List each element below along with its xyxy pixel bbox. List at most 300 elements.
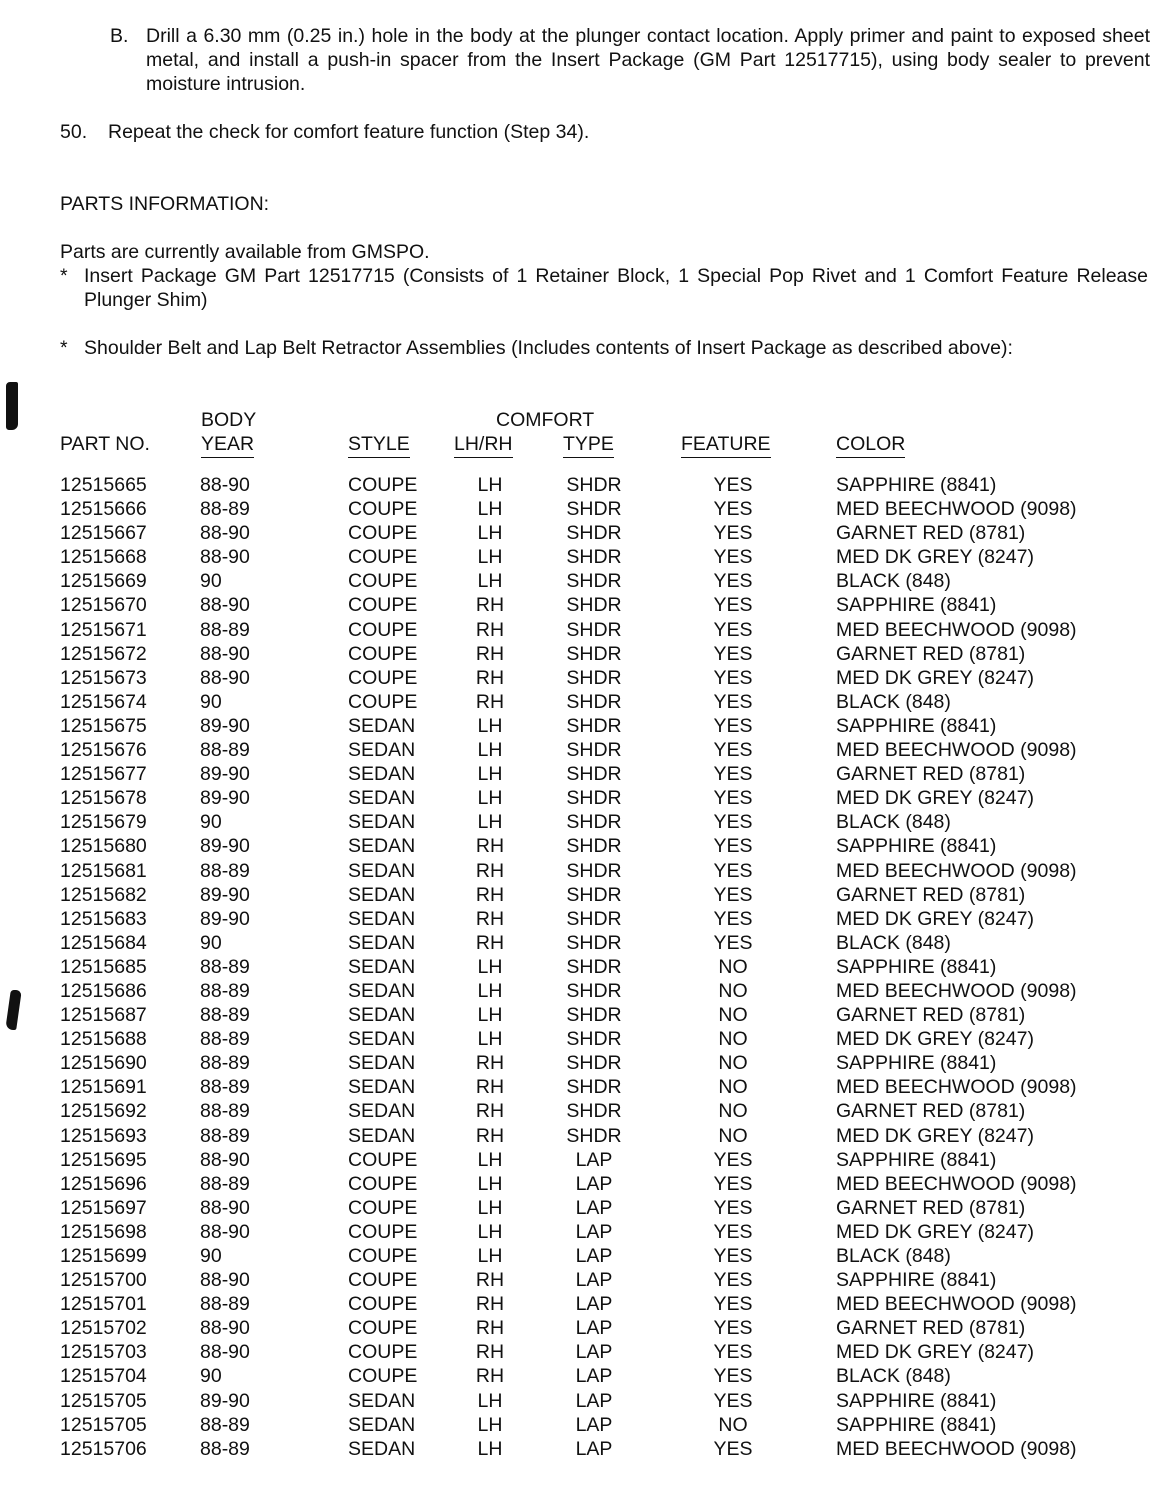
bullet-text: Insert Package GM Part 12517715 (Consists of 1 Retainer Block, 1 Special Pop Rivet and 1 Comfort Feature Release Plunger Shim) [84, 265, 1148, 311]
cell-type: SHDR [566, 787, 622, 810]
cell-comfort-feature: YES [713, 1269, 753, 1292]
cell-body-year: 89-90 [200, 714, 250, 737]
cell-part-no: 12515704 [60, 1365, 147, 1388]
table-row [0, 1220, 1168, 1244]
cell-lh-rh: RH [475, 594, 505, 617]
header-body: BODY [201, 409, 257, 431]
cell-part-no: 12515670 [60, 594, 147, 617]
cell-type: LAP [575, 1172, 613, 1195]
cell-part-no: 12515682 [60, 883, 147, 906]
cell-lh-rh: LH [477, 763, 503, 786]
cell-type: LAP [575, 1245, 613, 1267]
cell-part-no: 12515696 [60, 1172, 147, 1195]
cell-comfort-feature: YES [713, 546, 753, 569]
cell-style: SEDAN [348, 955, 416, 978]
cell-type: SHDR [566, 931, 622, 954]
table-row [0, 569, 1168, 593]
cell-style: COUPE [348, 1293, 418, 1316]
cell-part-no: 12515705 [60, 1413, 147, 1436]
cell-color: MED BEECHWOOD (9098) [836, 859, 1077, 882]
cell-style: SEDAN [348, 787, 416, 810]
bullet-text: Shoulder Belt and Lap Belt Retractor Assemblies (Includes contents of Insert Package as described above): [84, 337, 1013, 359]
cell-type: LAP [575, 1341, 613, 1364]
header-color: COLOR [836, 432, 905, 458]
cell-style: SEDAN [348, 1437, 416, 1460]
cell-color: SAPPHIRE (8841) [836, 1269, 997, 1292]
cell-comfort-feature: YES [713, 474, 753, 496]
cell-color: MED BEECHWOOD (9098) [836, 1293, 1077, 1316]
header-type: TYPE [563, 432, 614, 458]
cell-type: LAP [575, 1293, 613, 1316]
cell-part-no: 12515683 [60, 907, 147, 930]
cell-body-year: 88-90 [200, 522, 250, 545]
cell-style: SEDAN [348, 907, 416, 930]
cell-color: GARNET RED (8781) [836, 763, 1026, 786]
cell-lh-rh: RH [475, 690, 505, 713]
cell-style: SEDAN [348, 1028, 416, 1051]
cell-body-year: 90 [200, 570, 222, 593]
cell-comfort-feature: YES [713, 907, 753, 930]
cell-color: GARNET RED (8781) [836, 1317, 1026, 1340]
cell-comfort-feature: YES [713, 1196, 753, 1219]
cell-type: SHDR [566, 618, 622, 641]
cell-type: SHDR [566, 474, 622, 496]
cell-lh-rh: RH [475, 618, 505, 641]
cell-lh-rh: RH [475, 907, 505, 930]
cell-color: SAPPHIRE (8841) [836, 594, 997, 617]
cell-lh-rh: LH [477, 714, 503, 737]
cell-lh-rh: LH [477, 1028, 503, 1051]
cell-body-year: 88-90 [200, 1148, 250, 1171]
cell-type: SHDR [566, 739, 622, 762]
cell-style: COUPE [348, 1269, 418, 1292]
cell-style: SEDAN [348, 739, 416, 762]
cell-part-no: 12515686 [60, 979, 147, 1002]
cell-part-no: 12515701 [60, 1293, 147, 1316]
table-row [0, 666, 1168, 690]
table-row [0, 931, 1168, 955]
cell-type: SHDR [566, 763, 622, 786]
cell-lh-rh: LH [477, 1437, 503, 1460]
cell-comfort-feature: YES [713, 763, 753, 786]
cell-type: SHDR [566, 666, 622, 689]
cell-body-year: 89-90 [200, 1389, 250, 1412]
cell-style: SEDAN [348, 1076, 416, 1099]
cell-type: SHDR [566, 979, 622, 1002]
cell-color: MED BEECHWOOD (9098) [836, 979, 1077, 1002]
cell-lh-rh: LH [477, 811, 503, 834]
table-row [0, 1292, 1168, 1316]
cell-lh-rh: LH [477, 522, 503, 545]
cell-part-no: 12515678 [60, 787, 147, 810]
cell-style: COUPE [348, 618, 418, 641]
cell-style: COUPE [348, 690, 418, 713]
cell-body-year: 88-89 [200, 739, 250, 762]
table-row [0, 1268, 1168, 1292]
step-b-label: B. [110, 25, 129, 47]
cell-lh-rh: RH [475, 666, 505, 689]
cell-lh-rh: LH [477, 739, 503, 762]
cell-comfort-feature: YES [713, 1220, 753, 1243]
table-row [0, 1340, 1168, 1364]
cell-comfort-feature: YES [713, 1317, 753, 1340]
cell-body-year: 88-89 [200, 1100, 250, 1123]
cell-lh-rh: RH [475, 1341, 505, 1364]
step-b-text: Drill a 6.30 mm (0.25 in.) hole in the body at the plunger contact location. Apply primer and paint to exposed sheet metal, and install a push-in spacer from the Insert Package (GM Part 12517715), using body sealer to prevent moisture intrusion. [146, 25, 1150, 95]
cell-lh-rh: LH [477, 474, 503, 496]
cell-lh-rh: RH [475, 1100, 505, 1123]
cell-style: COUPE [348, 1245, 418, 1267]
instruction-step-50 [60, 120, 960, 144]
cell-color: MED BEECHWOOD (9098) [836, 618, 1077, 641]
cell-part-no: 12515699 [60, 1245, 147, 1267]
cell-style: COUPE [348, 546, 418, 569]
table-row [0, 1316, 1168, 1340]
cell-color: GARNET RED (8781) [836, 1004, 1026, 1027]
cell-comfort-feature: NO [718, 1124, 748, 1147]
cell-style: SEDAN [348, 859, 416, 882]
cell-lh-rh: LH [477, 955, 503, 978]
cell-color: SAPPHIRE (8841) [836, 714, 997, 737]
cell-style: COUPE [348, 1172, 418, 1195]
cell-part-no: 12515676 [60, 739, 147, 762]
cell-part-no: 12515675 [60, 714, 147, 737]
cell-comfort-feature: NO [718, 1052, 748, 1075]
cell-lh-rh: LH [477, 1389, 503, 1412]
cell-color: MED BEECHWOOD (9098) [836, 498, 1077, 521]
header-style: STYLE [348, 432, 410, 458]
cell-color: GARNET RED (8781) [836, 883, 1026, 906]
cell-type: SHDR [566, 1052, 622, 1075]
cell-color: MED DK GREY (8247) [836, 1220, 1034, 1243]
header-part-no: PART NO. [60, 433, 150, 455]
cell-part-no: 12515691 [60, 1076, 147, 1099]
cell-style: COUPE [348, 1341, 418, 1364]
table-row [0, 473, 1168, 497]
cell-comfort-feature: NO [718, 1076, 748, 1099]
table-header [0, 408, 1168, 464]
cell-lh-rh: RH [475, 1365, 505, 1388]
cell-type: SHDR [566, 570, 622, 593]
cell-part-no: 12515680 [60, 835, 147, 858]
cell-style: SEDAN [348, 979, 416, 1002]
cell-style: COUPE [348, 1317, 418, 1340]
cell-body-year: 90 [200, 811, 222, 834]
cell-part-no: 12515685 [60, 955, 147, 978]
cell-comfort-feature: YES [713, 570, 753, 593]
cell-color: BLACK (848) [836, 1245, 951, 1267]
cell-lh-rh: LH [477, 1245, 503, 1267]
cell-body-year: 88-90 [200, 1269, 250, 1292]
cell-body-year: 89-90 [200, 835, 250, 858]
cell-body-year: 88-89 [200, 1172, 250, 1195]
cell-part-no: 12515679 [60, 811, 147, 834]
cell-type: LAP [575, 1269, 613, 1292]
cell-color: MED DK GREY (8247) [836, 787, 1034, 810]
table-row [0, 1003, 1168, 1027]
cell-type: SHDR [566, 1076, 622, 1099]
cell-part-no: 12515688 [60, 1028, 147, 1051]
step-50-text: Repeat the check for comfort feature function (Step 34). [108, 121, 590, 143]
bullet-marker: * [60, 337, 68, 359]
cell-style: SEDAN [348, 1413, 416, 1436]
cell-body-year: 88-89 [200, 1124, 250, 1147]
table-row [0, 1075, 1168, 1099]
cell-lh-rh: LH [477, 1004, 503, 1027]
cell-type: LAP [575, 1365, 613, 1388]
cell-part-no: 12515669 [60, 570, 147, 593]
cell-part-no: 12515698 [60, 1220, 147, 1243]
cell-body-year: 89-90 [200, 763, 250, 786]
cell-lh-rh: LH [477, 498, 503, 521]
cell-color: BLACK (848) [836, 1365, 951, 1388]
cell-color: MED BEECHWOOD (9098) [836, 1437, 1077, 1460]
cell-comfort-feature: YES [713, 1389, 753, 1412]
cell-body-year: 88-89 [200, 859, 250, 882]
cell-part-no: 12515684 [60, 931, 147, 954]
table-row [0, 1148, 1168, 1172]
cell-color: SAPPHIRE (8841) [836, 1148, 997, 1171]
cell-comfort-feature: YES [713, 666, 753, 689]
cell-type: SHDR [566, 546, 622, 569]
cell-lh-rh: RH [475, 1124, 505, 1147]
cell-comfort-feature: NO [718, 955, 748, 978]
cell-comfort-feature: YES [713, 1172, 753, 1195]
cell-part-no: 12515687 [60, 1004, 147, 1027]
cell-body-year: 88-89 [200, 1293, 250, 1316]
cell-color: MED BEECHWOOD (9098) [836, 1076, 1077, 1099]
cell-comfort-feature: YES [713, 714, 753, 737]
cell-color: MED DK GREY (8247) [836, 546, 1034, 569]
cell-comfort-feature: YES [713, 498, 753, 521]
table-row [0, 1413, 1168, 1437]
cell-part-no: 12515672 [60, 642, 147, 665]
cell-type: SHDR [566, 859, 622, 882]
cell-color: GARNET RED (8781) [836, 522, 1026, 545]
cell-color: MED DK GREY (8247) [836, 1341, 1034, 1364]
cell-lh-rh: LH [477, 1148, 503, 1171]
cell-comfort-feature: YES [713, 690, 753, 713]
cell-type: SHDR [566, 522, 622, 545]
cell-color: SAPPHIRE (8841) [836, 955, 997, 978]
cell-lh-rh: RH [475, 883, 505, 906]
cell-lh-rh: LH [477, 787, 503, 810]
cell-color: BLACK (848) [836, 690, 951, 713]
header-lh-rh: LH/RH [454, 432, 513, 458]
cell-part-no: 12515703 [60, 1341, 147, 1364]
cell-style: SEDAN [348, 931, 416, 954]
cell-color: BLACK (848) [836, 931, 951, 954]
cell-lh-rh: RH [475, 859, 505, 882]
table-row [0, 955, 1168, 979]
cell-style: COUPE [348, 1365, 418, 1388]
cell-body-year: 88-89 [200, 1437, 250, 1460]
table-row [0, 642, 1168, 666]
cell-type: SHDR [566, 1100, 622, 1123]
cell-part-no: 12515692 [60, 1100, 147, 1123]
cell-body-year: 88-89 [200, 979, 250, 1002]
cell-lh-rh: LH [477, 1413, 503, 1436]
cell-body-year: 88-89 [200, 955, 250, 978]
cell-color: GARNET RED (8781) [836, 642, 1026, 665]
cell-type: SHDR [566, 835, 622, 858]
cell-style: SEDAN [348, 1004, 416, 1027]
cell-color: MED BEECHWOOD (9098) [836, 739, 1077, 762]
cell-lh-rh: RH [475, 835, 505, 858]
cell-type: LAP [575, 1413, 613, 1436]
cell-style: SEDAN [348, 811, 416, 834]
cell-part-no: 12515674 [60, 690, 147, 713]
cell-body-year: 88-89 [200, 1004, 250, 1027]
availability-text: Parts are currently available from GMSPO. [60, 241, 430, 263]
table-row [0, 834, 1168, 858]
table-row [0, 545, 1168, 569]
cell-body-year: 88-89 [200, 1052, 250, 1075]
cell-part-no: 12515665 [60, 474, 147, 496]
cell-body-year: 89-90 [200, 907, 250, 930]
cell-comfort-feature: NO [718, 1028, 748, 1051]
cell-part-no: 12515690 [60, 1052, 147, 1075]
cell-type: SHDR [566, 907, 622, 930]
cell-type: SHDR [566, 883, 622, 906]
step-50-label: 50. [60, 121, 88, 143]
table-row [0, 979, 1168, 1003]
cell-part-no: 12515705 [60, 1389, 147, 1412]
cell-comfort-feature: YES [713, 594, 753, 617]
cell-body-year: 88-89 [200, 1028, 250, 1051]
cell-style: SEDAN [348, 1389, 416, 1412]
cell-type: LAP [575, 1317, 613, 1340]
header-year: YEAR [201, 432, 254, 458]
cell-body-year: 89-90 [200, 883, 250, 906]
cell-body-year: 88-90 [200, 546, 250, 569]
table-row [0, 593, 1168, 617]
cell-type: SHDR [566, 690, 622, 713]
cell-type: LAP [575, 1148, 613, 1171]
cell-comfort-feature: YES [713, 1341, 753, 1364]
cell-style: COUPE [348, 594, 418, 617]
table-row [0, 883, 1168, 907]
cell-type: SHDR [566, 714, 622, 737]
table-row [0, 1172, 1168, 1196]
table-row [0, 1027, 1168, 1051]
cell-comfort-feature: YES [713, 522, 753, 545]
cell-color: MED DK GREY (8247) [836, 907, 1034, 930]
cell-type: LAP [575, 1389, 613, 1412]
cell-body-year: 88-89 [200, 618, 250, 641]
cell-comfort-feature: NO [718, 1100, 748, 1123]
cell-color: BLACK (848) [836, 811, 951, 834]
cell-lh-rh: RH [475, 642, 505, 665]
cell-lh-rh: LH [477, 979, 503, 1002]
cell-comfort-feature: NO [718, 979, 748, 1002]
cell-lh-rh: RH [475, 1052, 505, 1075]
cell-body-year: 88-89 [200, 1413, 250, 1436]
cell-style: COUPE [348, 498, 418, 521]
table-row [0, 714, 1168, 738]
cell-style: SEDAN [348, 1124, 416, 1147]
cell-part-no: 12515695 [60, 1148, 147, 1171]
cell-style: COUPE [348, 474, 418, 496]
cell-color: BLACK (848) [836, 570, 951, 593]
cell-part-no: 12515693 [60, 1124, 147, 1147]
cell-comfort-feature: YES [713, 787, 753, 810]
cell-style: COUPE [348, 666, 418, 689]
table-row [0, 618, 1168, 642]
cell-style: SEDAN [348, 1100, 416, 1123]
cell-lh-rh: RH [475, 1269, 505, 1292]
table-row [0, 1196, 1168, 1220]
cell-body-year: 88-90 [200, 1317, 250, 1340]
cell-lh-rh: RH [475, 931, 505, 954]
table-row [0, 786, 1168, 810]
cell-style: COUPE [348, 570, 418, 593]
cell-comfort-feature: YES [713, 618, 753, 641]
cell-comfort-feature: YES [713, 883, 753, 906]
cell-type: LAP [575, 1196, 613, 1219]
cell-comfort-feature: NO [718, 1004, 748, 1027]
cell-body-year: 90 [200, 931, 222, 954]
cell-part-no: 12515702 [60, 1317, 147, 1340]
cell-style: COUPE [348, 1196, 418, 1219]
cell-part-no: 12515668 [60, 546, 147, 569]
cell-comfort-feature: YES [713, 1365, 753, 1388]
table-row [0, 521, 1168, 545]
cell-part-no: 12515706 [60, 1437, 147, 1460]
cell-body-year: 90 [200, 1365, 222, 1388]
cell-comfort-feature: YES [713, 835, 753, 858]
cell-part-no: 12515667 [60, 522, 147, 545]
parts-information-heading: PARTS INFORMATION: [60, 193, 270, 215]
cell-style: SEDAN [348, 763, 416, 786]
cell-style: SEDAN [348, 883, 416, 906]
cell-style: COUPE [348, 642, 418, 665]
table-row [0, 907, 1168, 931]
table-row [0, 1099, 1168, 1123]
table-row [0, 1364, 1168, 1388]
cell-color: SAPPHIRE (8841) [836, 1052, 997, 1075]
header-comfort: COMFORT [496, 409, 595, 431]
table-row [0, 690, 1168, 714]
cell-color: MED DK GREY (8247) [836, 666, 1034, 689]
cell-type: SHDR [566, 811, 622, 834]
cell-body-year: 88-90 [200, 642, 250, 665]
table-row [0, 762, 1168, 786]
cell-lh-rh: LH [477, 1196, 503, 1219]
header-feature: FEATURE [681, 432, 771, 458]
cell-style: COUPE [348, 1220, 418, 1243]
cell-part-no: 12515666 [60, 498, 147, 521]
cell-body-year: 88-89 [200, 498, 250, 521]
cell-part-no: 12515697 [60, 1196, 147, 1219]
cell-part-no: 12515671 [60, 618, 147, 641]
cell-type: LAP [575, 1220, 613, 1243]
cell-part-no: 12515700 [60, 1269, 147, 1292]
table-row [0, 810, 1168, 834]
cell-body-year: 88-90 [200, 1341, 250, 1364]
cell-type: SHDR [566, 1004, 622, 1027]
table-row [0, 738, 1168, 762]
table-row [0, 497, 1168, 521]
cell-color: SAPPHIRE (8841) [836, 1413, 997, 1436]
cell-type: SHDR [566, 955, 622, 978]
cell-type: SHDR [566, 1124, 622, 1147]
cell-type: SHDR [566, 594, 622, 617]
table-row [0, 1437, 1168, 1461]
cell-color: SAPPHIRE (8841) [836, 474, 997, 496]
cell-type: SHDR [566, 1028, 622, 1051]
table-row [0, 1124, 1168, 1148]
